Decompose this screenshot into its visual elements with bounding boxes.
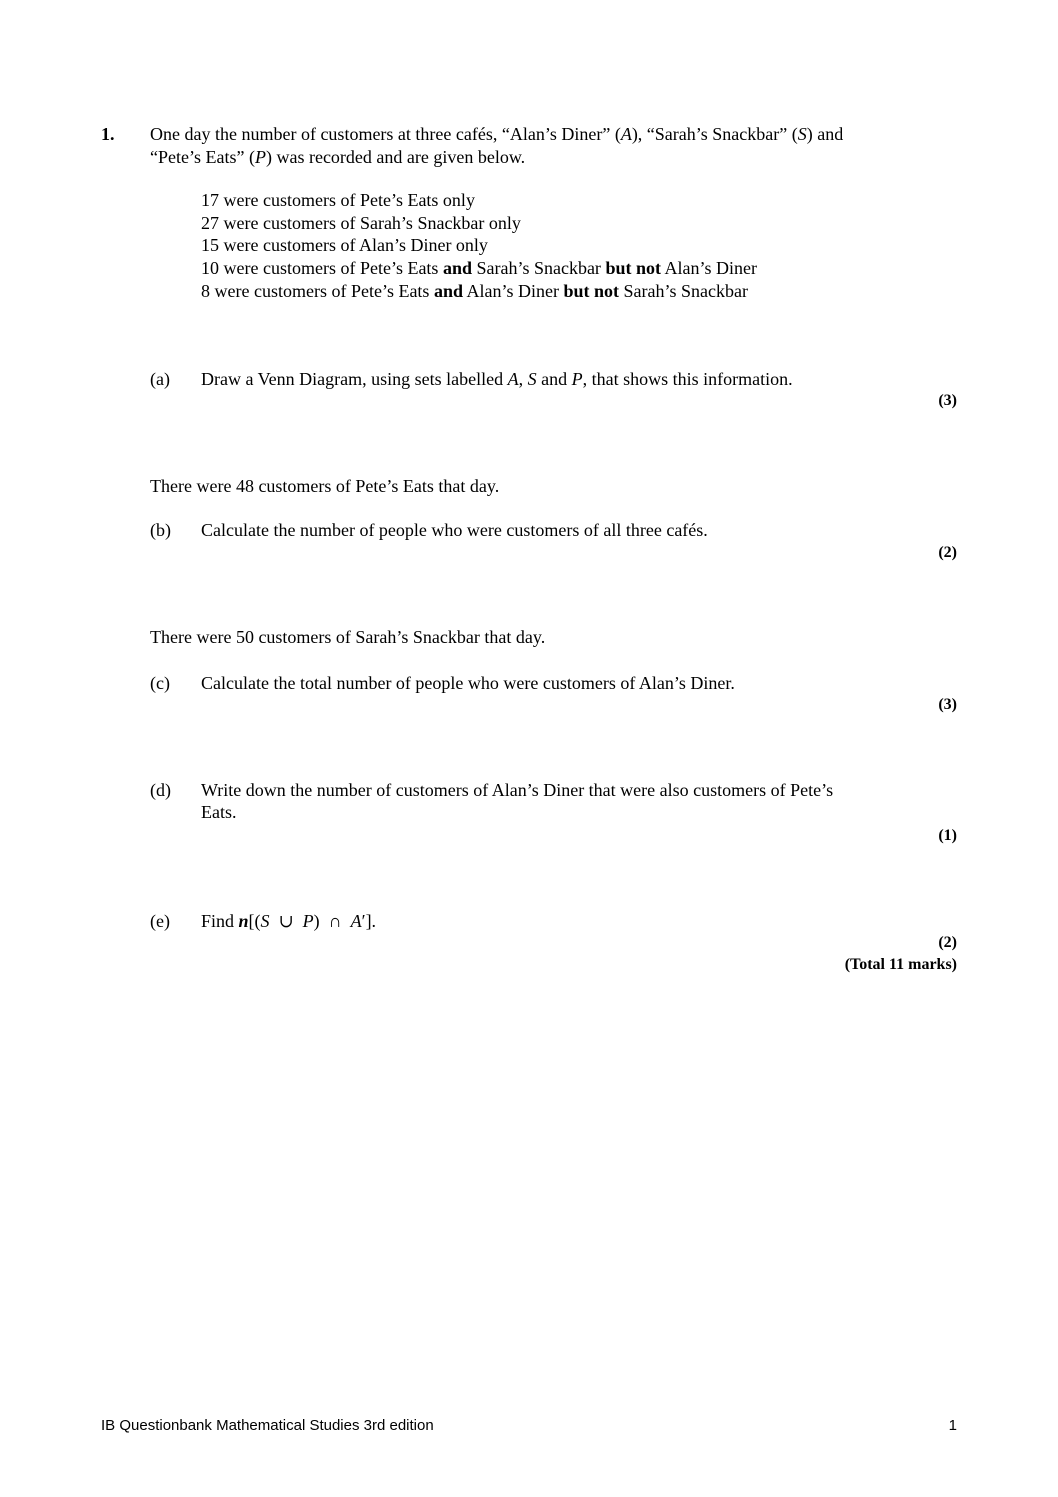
expression-bracket: [(: [248, 911, 261, 931]
part-c-marks: (3): [938, 696, 957, 713]
part-b-label: (b): [150, 520, 171, 540]
set-symbol-s: S: [797, 124, 807, 144]
set-symbol-a: A: [507, 369, 519, 389]
part-c-text: Calculate the total number of people who were customers of Alan’s Diner.: [201, 673, 735, 693]
question-intro-line1: [150, 123, 843, 145]
union-symbol: ∪: [278, 911, 294, 931]
fact-line-2: 27 were customers of Sarah’s Snackbar only: [201, 213, 521, 233]
footer-page-number: 1: [948, 1417, 957, 1434]
intro-text: ) and: [806, 124, 844, 144]
fact-text: Alan’s Diner: [660, 258, 757, 278]
expression-bracket: ′].: [361, 911, 377, 931]
set-symbol-s: S: [527, 369, 537, 389]
part-text: , that shows this information.: [582, 369, 793, 389]
question-intro-line2: [150, 146, 525, 168]
intro-text: “Pete’s Eats” (: [150, 147, 255, 167]
intro-text: One day the number of customers at three cafés, “Alan’s Diner” (: [150, 124, 621, 144]
set-symbol-a: A: [620, 124, 632, 144]
part-a-marks: (3): [938, 392, 957, 409]
fact-line-3: 15 were customers of Alan’s Diner only: [201, 235, 488, 255]
fact-text: Alan’s Diner: [462, 281, 564, 301]
fact-text: 8 were customers of Pete’s Eats: [201, 281, 434, 301]
part-text: and: [536, 369, 572, 389]
part-e-marks: (2): [938, 934, 957, 951]
fact-emphasis-but-not: but not: [605, 258, 661, 278]
set-symbol-p: P: [571, 369, 583, 389]
part-d-text-line2: Eats.: [201, 802, 237, 822]
fact-line-5: [201, 280, 748, 302]
part-a-text: [201, 368, 793, 390]
part-d-label: (d): [150, 780, 171, 800]
part-text: Draw a Venn Diagram, using sets labelled: [201, 369, 508, 389]
intro-text: ) was recorded and are given below.: [265, 147, 526, 167]
stem-c: There were 50 customers of Sarah’s Snackbar that day.: [150, 627, 546, 647]
set-symbol-p: P: [254, 147, 266, 167]
fact-line-4: [201, 257, 757, 279]
fact-emphasis-and: and: [433, 281, 463, 301]
cardinality-n: n: [238, 911, 249, 931]
expression-bracket: ): [313, 911, 320, 931]
footer-source: IB Questionbank Mathematical Studies 3rd edition: [101, 1417, 434, 1434]
part-text: ,: [518, 369, 528, 389]
part-text: Find: [201, 911, 239, 931]
part-b-text: Calculate the number of people who were customers of all three cafés.: [201, 520, 708, 540]
set-symbol-s: S: [260, 911, 270, 931]
part-c-label: (c): [150, 673, 170, 693]
fact-line-1: 17 were customers of Pete’s Eats only: [201, 190, 475, 210]
part-d-marks: (1): [938, 827, 957, 844]
part-a-label: (a): [150, 369, 170, 389]
fact-text: 10 were customers of Pete’s Eats: [201, 258, 443, 278]
set-symbol-a: A: [350, 911, 362, 931]
stem-b: There were 48 customers of Pete’s Eats that day.: [150, 476, 500, 496]
set-symbol-p: P: [302, 911, 314, 931]
part-b-marks: (2): [938, 544, 957, 561]
intersection-symbol: ∩: [328, 911, 342, 931]
fact-emphasis-but-not: but not: [563, 281, 619, 301]
part-e-text: [201, 910, 376, 932]
fact-emphasis-and: and: [442, 258, 472, 278]
fact-text: Sarah’s Snackbar: [619, 281, 748, 301]
part-e-label: (e): [150, 911, 170, 931]
fact-text: Sarah’s Snackbar: [471, 258, 606, 278]
part-d-text-line1: Write down the number of customers of Alan’s Diner that were also customers of Pete’s: [201, 780, 834, 800]
total-marks: (Total 11 marks): [844, 956, 957, 973]
intro-text: ), “Sarah’s Snackbar” (: [631, 124, 798, 144]
question-number: 1.: [101, 124, 115, 144]
